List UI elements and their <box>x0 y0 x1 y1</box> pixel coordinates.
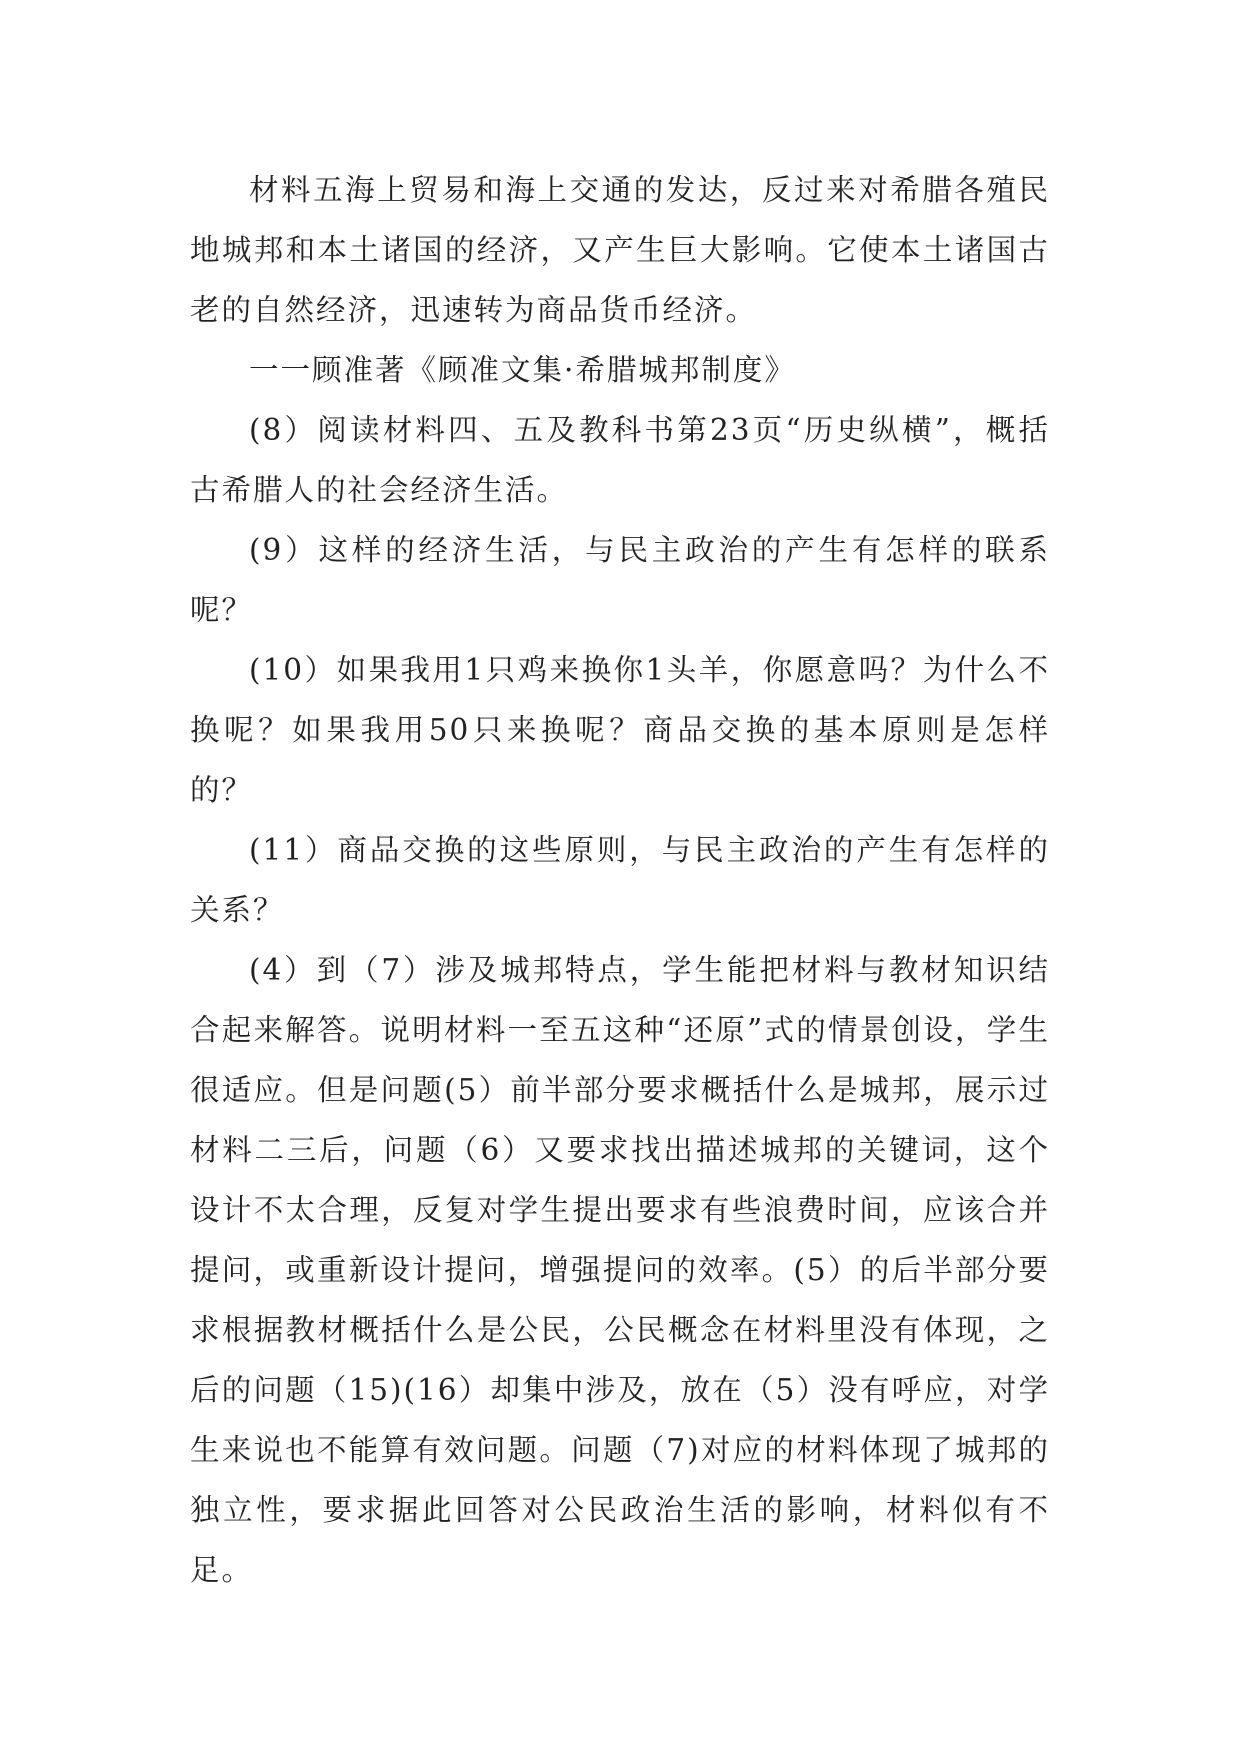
paragraph-question-10: (10）如果我用1只鸡来换你1头羊，你愿意吗？为什么不换呢？如果我用50只来换呢？商品交换的基本原则是怎样的？ <box>190 653 1050 807</box>
document-body <box>190 160 1050 1600</box>
paragraph-commentary: (4）到（7）涉及城邦特点，学生能把材料与教材知识结合起来解答。说明材料一至五这种“还原”式的情景创设，学生很适应。但是问题(5）前半部分要求概括什么是城邦，展示过材料二三后，问题（6）又要求找出描述城邦的关键词，这个设计不太合理，反复对学生提出要求有些浪费时间，应该合并提问，或重新设计提问，增强提问的效率。(5）的后半部分要求根据教材概括什么是公民，公民概念在材料里没有体现，之后的问题（15)(16）却集中涉及，放在（5）没有呼应，对学生来说也不能算有效问题。问题（7)对应的材料体现了城邦的独立性，要求据此回答对公民政治生活的影响，材料似有不足。 <box>190 953 1050 1587</box>
paragraph-material-five: 材料五海上贸易和海上交通的发达，反过来对希腊各殖民地城邦和本土诸国的经济，又产生巨大影响。它使本土诸国古老的自然经济，迅速转为商品货币经济。 <box>190 173 1050 327</box>
paragraph-question-8: (8）阅读材料四、五及教科书第23页“历史纵横”，概括古希腊人的社会经济生活。 <box>190 413 1050 507</box>
paragraph-question-11: (11）商品交换的这些原则，与民主政治的产生有怎样的关系？ <box>190 833 1050 927</box>
paragraph-citation: 一一顾准著《顾准文集·希腊城邦制度》 <box>249 353 796 387</box>
paragraph-question-9: (9）这样的经济生活，与民主政治的产生有怎样的联系呢？ <box>190 533 1050 627</box>
